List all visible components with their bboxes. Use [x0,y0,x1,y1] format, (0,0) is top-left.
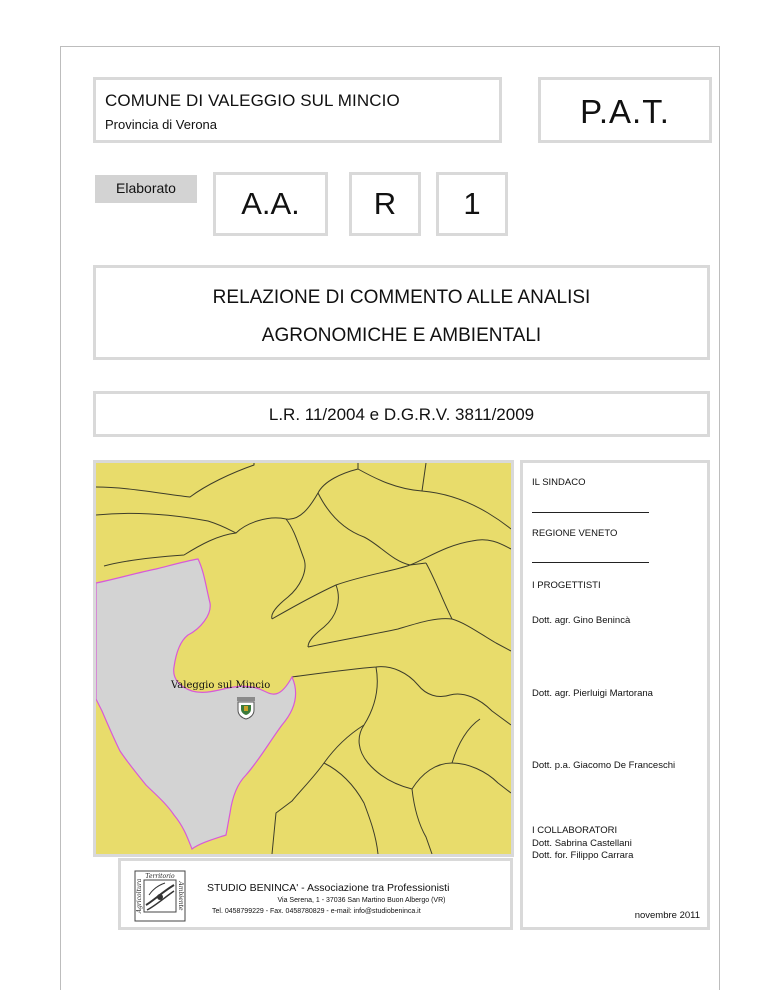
plan-code: P.A.T. [580,93,670,130]
document-date: novembre 2011 [634,910,700,921]
progettista-name: Dott. agr. Gino Benincà [532,615,631,626]
comune-name: COMUNE DI VALEGGIO SUL MINCIO [105,91,400,110]
collaboratori-heading: I COLLABORATORI [532,825,618,836]
elaborato-code-box [436,172,508,236]
studio-logo [131,867,189,925]
elaborato-code: 1 [463,186,481,221]
studio-name: STUDIO BENINCA' - Associazione tra Professionisti [207,882,450,894]
logo-word-agricoltura: Agricoltura [136,878,143,914]
studio-address: Via Serena, 1 - 37036 San Martino Buon Albergo (VR) [277,897,446,904]
studio-contacts: Tel. 0458799229 - Fax. 0458780829 - e-mail: info@studiobeninca.it [212,908,421,915]
municipal-crest-icon [235,696,257,720]
progettista-name: Dott. agr. Pierluigi Martorana [532,688,653,699]
provincia-label: Provincia di Verona [105,117,218,132]
collaboratore-name: Dott. Sabrina Castellani [532,838,632,849]
elaborato-code: A.A. [241,186,300,221]
territory-map-graphic [96,463,511,854]
law-reference: L.R. 11/2004 e D.G.R.V. 3811/2009 [268,405,535,424]
sindaco-label: IL SINDACO [532,477,586,488]
document-title-box [93,265,710,360]
regione-label: REGIONE VENETO [532,528,618,539]
elaborato-code-box [349,172,421,236]
logo-word-territorio: Territorio [145,873,175,880]
municipality-label: Valeggio sul Mincio [171,680,271,691]
progettista-name: Dott. p.a. Giacomo De Franceschi [532,760,676,771]
elaborato-code-box [213,172,328,236]
signature-line [532,512,649,513]
comune-box [93,77,502,143]
signature-line [532,562,649,563]
progettisti-heading: I PROGETTISTI [532,580,601,591]
logo-word-ambiente: Ambiente [177,881,184,911]
territory-map [93,460,514,857]
document-title-line: AGRONOMICHE E AMBIENTALI [261,325,542,346]
collaboratore-name: Dott. for. Filippo Carrara [532,850,634,861]
signatures-panel [520,460,710,930]
elaborato-label: Elaborato [95,175,197,203]
law-reference-box [93,391,710,437]
studio-box [118,858,513,930]
elaborato-code: R [373,186,397,221]
document-title-line: RELAZIONE DI COMMENTO ALLE ANALISI [212,287,591,308]
plan-code-box [538,77,712,143]
